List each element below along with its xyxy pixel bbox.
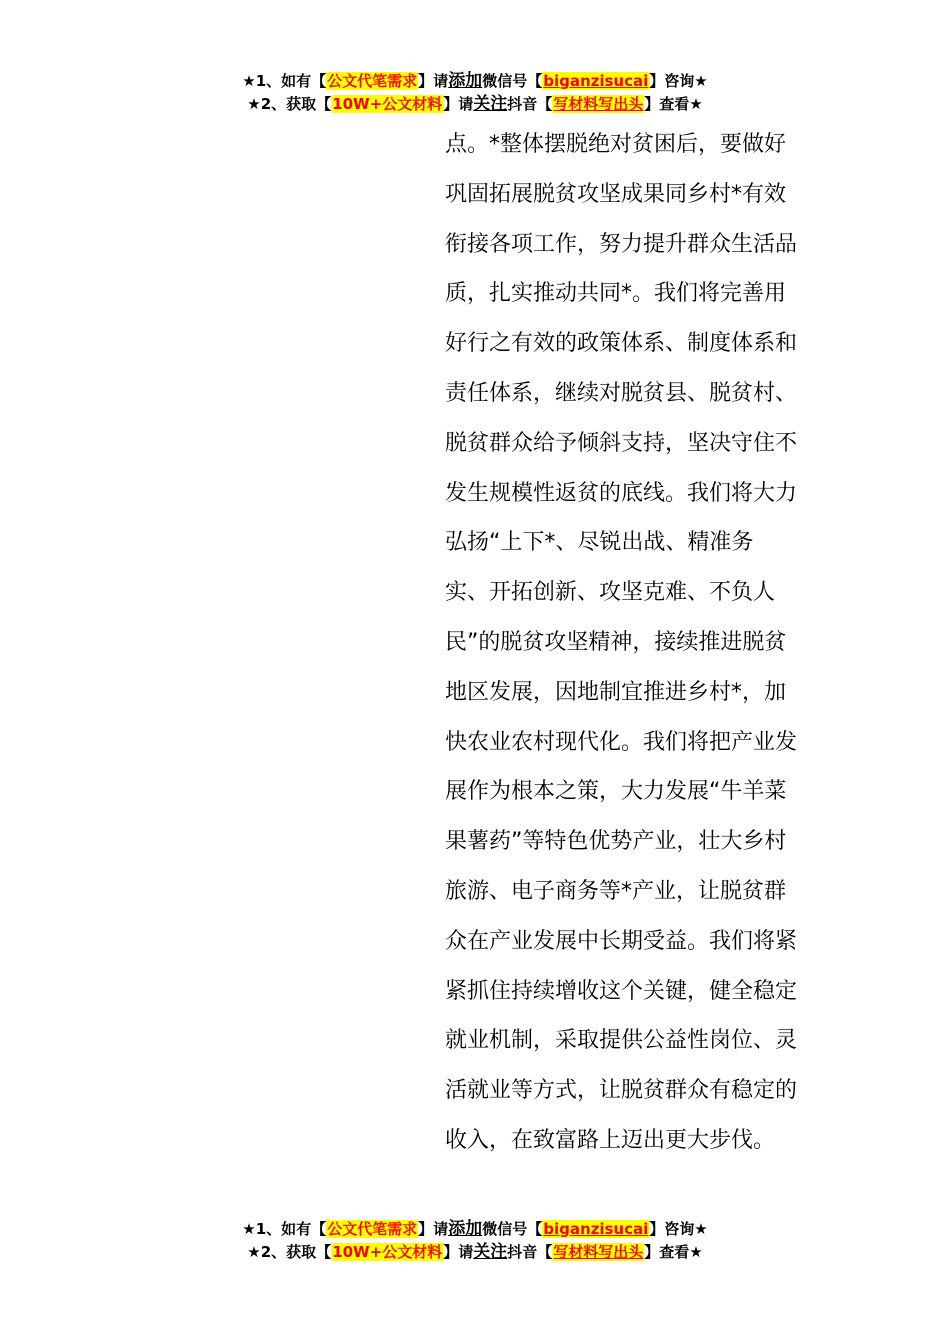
highlight-materials: 10W+公文材料 [332, 95, 443, 113]
banner-text: 】查看★ [644, 1243, 703, 1261]
text-line: 责任体系，继续对脱贫县、脱贫村、 [445, 380, 798, 406]
wechat-id: biganzisucai [543, 72, 649, 90]
text-line: 弘扬“上下*、尽锐出战、精准务 [445, 530, 754, 556]
banner-text: 】查看★ [644, 95, 703, 113]
text-line: 就业机制，采取提供公益性岗位、灵 [445, 1028, 798, 1054]
banner-line-1 [0, 1218, 950, 1241]
text-line: 快农业农村现代化。我们将把产业发 [445, 729, 798, 755]
text-line: 点。*整体摆脱绝对贫困后，要做好 [445, 132, 787, 157]
highlight-materials: 10W+公文材料 [332, 1243, 443, 1261]
text-line: 实、开拓创新、攻坚克难、不负人 [445, 580, 776, 606]
text-line: 展作为根本之策，大力发展“牛羊菜 [445, 779, 787, 805]
banner-text: ★1、如有【 [242, 1220, 327, 1238]
text-line: 众在产业发展中长期受益。我们将紧 [445, 928, 798, 954]
banner-text: 微信号【 [482, 1220, 543, 1238]
banner-text: 抖音【 [507, 1243, 553, 1261]
footer-banner [0, 1218, 950, 1264]
banner-text: 】请 [418, 72, 449, 90]
text-line: 旅游、电子商务等*产业，让脱贫群 [445, 878, 787, 904]
text-line: 巩固拓展脱贫攻坚成果同乡村*有效 [445, 181, 787, 207]
banner-text: 微信号【 [482, 72, 543, 90]
banner-line-2 [0, 1241, 950, 1264]
text-line: 衔接各项工作，努力提升群众生活品 [445, 231, 798, 257]
banner-text: 】咨询★ [649, 1220, 708, 1238]
text-line: 紧抓住持续增收这个关键，健全稳定 [445, 978, 798, 1004]
text-line: 收入，在致富路上迈出更大步伐。 [445, 1127, 776, 1153]
emphasis-add: 添加 [448, 71, 483, 91]
wechat-id: biganzisucai [543, 1220, 649, 1238]
body-paragraph [445, 120, 815, 1166]
emphasis-add: 添加 [448, 1219, 483, 1239]
banner-text: 】请 [443, 95, 474, 113]
banner-line-1 [0, 70, 950, 93]
banner-text: 】请 [443, 1243, 474, 1261]
text-line: 活就业等方式，让脱贫群众有稳定的 [445, 1078, 798, 1104]
emphasis-follow: 关注 [473, 94, 508, 114]
text-line: 脱贫群众给予倾斜支持，坚决守住不 [445, 430, 798, 456]
text-line: 果薯药”等特色优势产业，壮大乡村 [445, 829, 787, 855]
banner-text: 】请 [418, 1220, 449, 1238]
text-line: 质，扎实推动共同*。我们将完善用 [445, 281, 787, 307]
banner-text: ★2、获取【 [247, 95, 332, 113]
douyin-id: 写材料写出头 [553, 95, 644, 113]
banner-text: 抖音【 [507, 95, 553, 113]
banner-text: 】咨询★ [649, 72, 708, 90]
highlight-service: 公文代笔需求 [327, 1220, 418, 1238]
emphasis-follow: 关注 [473, 1242, 508, 1262]
text-line: 发生规模性返贫的底线。我们将大力 [445, 480, 798, 506]
highlight-service: 公文代笔需求 [327, 72, 418, 90]
banner-line-2 [0, 93, 950, 116]
header-banner [0, 70, 950, 116]
banner-text: ★1、如有【 [242, 72, 327, 90]
douyin-id: 写材料写出头 [553, 1243, 644, 1261]
text-line: 地区发展，因地制宜推进乡村*，加 [445, 679, 787, 705]
text-line: 民”的脱贫攻坚精神，接续推进脱贫 [445, 629, 787, 655]
text-line: 好行之有效的政策体系、制度体系和 [445, 331, 798, 357]
banner-text: ★2、获取【 [247, 1243, 332, 1261]
